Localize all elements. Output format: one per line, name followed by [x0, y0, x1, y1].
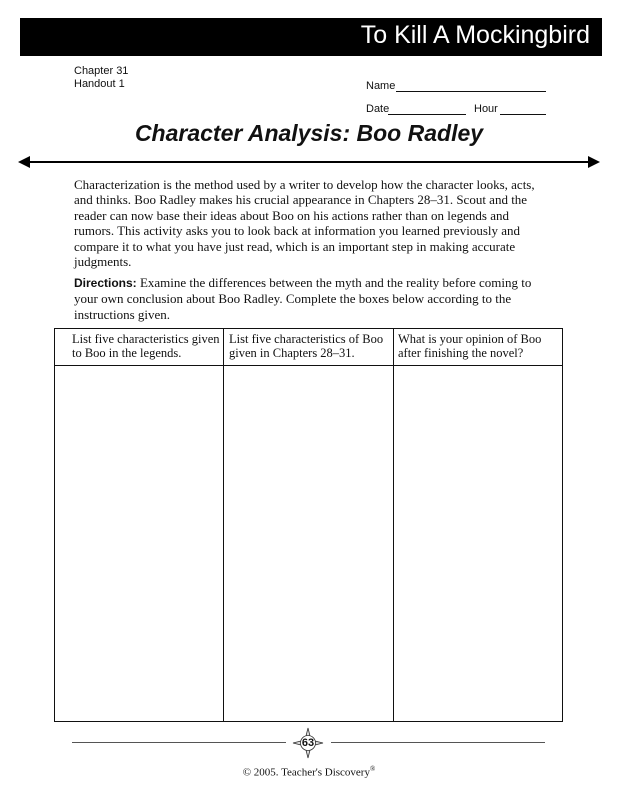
arrow-divider	[28, 161, 590, 163]
worksheet-title: Character Analysis: Boo Radley	[134, 120, 484, 146]
intro-paragraph: Characterization is the method used by a writer to develop how the character looks, acts, and thinks. Boo Radley makes his crucial appearance in Chapters 28–31. Scout and the reader can now base their ideas about Boo on his actions rather than on legends and rumors. This activity asks you to look back at information you learned previously and compare it to what you have just read, which is an important step in making accurate judgments.	[74, 177, 535, 270]
name-field[interactable]	[396, 91, 546, 92]
book-title: To Kill A Mockingbird	[360, 21, 590, 49]
copyright-text: © 2005. Teacher's Discovery	[242, 766, 370, 779]
column-header-legends: List five characteristics given to Boo in the legends.	[72, 332, 220, 360]
hour-field[interactable]	[500, 114, 546, 115]
name-label: Name	[366, 80, 396, 92]
directions-text: Examine the differences between the myth and the reality before coming to your own conclusion about Boo Radley. Complete the boxes below according to the instructions given.	[74, 275, 532, 322]
hour-label: Hour	[474, 103, 498, 115]
answer-cell-legends[interactable]	[55, 366, 223, 721]
directions-label: Directions:	[74, 276, 137, 290]
handout-label: Handout 1	[74, 78, 125, 90]
answer-cell-chapters[interactable]	[224, 366, 393, 721]
analysis-table	[54, 328, 563, 722]
column-header-chapters: List five characteristics of Boo given in Chapters 28–31.	[229, 332, 384, 360]
directions-paragraph	[74, 275, 550, 322]
page-number: 63	[301, 737, 315, 749]
date-field[interactable]	[388, 114, 466, 115]
footer-rule-left	[72, 742, 286, 743]
date-label: Date	[366, 103, 390, 115]
header-bar	[20, 18, 602, 56]
copyright	[0, 765, 618, 779]
chapter-label: Chapter 31	[74, 65, 129, 77]
column-header-opinion: What is your opinion of Boo after finishing the novel?	[398, 332, 542, 360]
page-badge	[292, 727, 324, 759]
arrow-right-icon	[588, 156, 600, 168]
answer-cell-opinion[interactable]	[394, 366, 562, 721]
footer-rule-right	[331, 742, 545, 743]
registered-mark: ®	[369, 765, 376, 773]
